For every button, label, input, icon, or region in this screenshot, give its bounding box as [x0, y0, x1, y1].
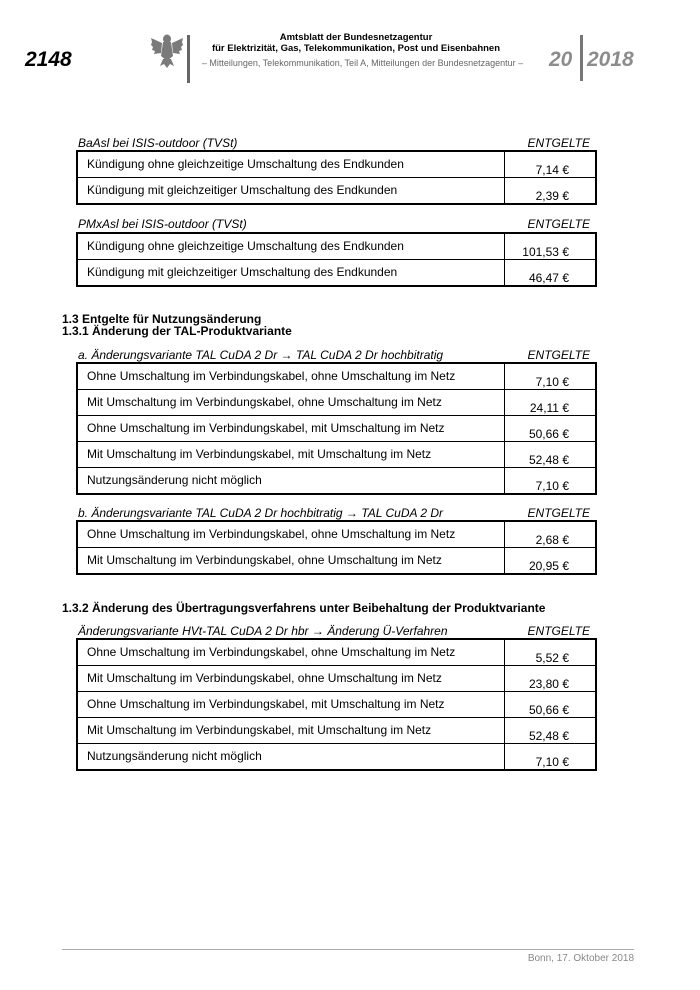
table-row: Ohne Umschaltung im Verbindungskabel, mit Umschaltung im Netz 50,66 € [78, 415, 595, 441]
fee-table [76, 520, 597, 575]
table-caption: BaAsl bei ISIS-outdoor (TVSt) [78, 136, 238, 150]
table-caption: PMxAsl bei ISIS-outdoor (TVSt) [78, 217, 247, 231]
table-caption: Änderungsvariante HVt-TAL CuDA 2 Dr hbr → Änderung Ü-Verfahren [78, 624, 448, 638]
table-row: Mit Umschaltung im Verbindungskabel, ohne Umschaltung im Netz 24,11 € [78, 389, 595, 415]
table-row: Ohne Umschaltung im Verbindungskabel, mit Umschaltung im Netz 50,66 € [78, 691, 595, 717]
table-row: Nutzungsänderung nicht möglich 7,10 € [78, 743, 595, 769]
table-row: Mit Umschaltung im Verbindungskabel, ohne Umschaltung im Netz 20,95 € [78, 547, 595, 573]
table-header [78, 624, 592, 638]
column-label: ENTGELTE [527, 136, 590, 150]
table-row: Nutzungsänderung nicht möglich 7,10 € [78, 467, 595, 493]
section-heading: 1.3.1 Änderung der TAL-Produktvariante [62, 324, 292, 338]
table-row: Kündigung ohne gleichzeitige Umschaltung des Endkunden 7,14 € [78, 152, 595, 177]
table-row: Mit Umschaltung im Verbindungskabel, ohne Umschaltung im Netz 23,80 € [78, 665, 595, 691]
column-label: ENTGELTE [527, 624, 590, 638]
table-row: Kündigung mit gleichzeitiger Umschaltung des Endkunden 2,39 € [78, 177, 595, 203]
fee-table [76, 362, 597, 495]
issue-year: 2018 [587, 48, 634, 71]
fee-table [76, 150, 597, 205]
column-label: ENTGELTE [527, 217, 590, 231]
section-heading: 1.3.2 Änderung des Übertragungsverfahrens unter Beibehaltung der Produktvariante [62, 601, 546, 615]
table-row: Kündigung ohne gleichzeitige Umschaltung des Endkunden 101,53 € [78, 234, 595, 259]
table-caption: a. Änderungsvariante TAL CuDA 2 Dr → TAL CuDA 2 Dr hochbitratig [78, 348, 444, 362]
page-number: 2148 [25, 48, 72, 71]
issue-number: 20 [549, 48, 573, 71]
journal-section: – Mitteilungen, Telekommunikation, Teil A, Mitteilungen der Bundesnetzagentur – [201, 58, 524, 68]
column-label: ENTGELTE [527, 506, 590, 520]
table-row: Mit Umschaltung im Verbindungskabel, mit Umschaltung im Netz 52,48 € [78, 441, 595, 467]
table-row: Ohne Umschaltung im Verbindungskabel, ohne Umschaltung im Netz 7,10 € [78, 364, 595, 389]
table-row: Kündigung mit gleichzeitiger Umschaltung des Endkunden 46,47 € [78, 259, 595, 285]
column-label: ENTGELTE [527, 348, 590, 362]
table-header [78, 348, 592, 362]
footer-date: Bonn, 17. Oktober 2018 [527, 953, 634, 964]
journal-title: Amtsblatt der Bundesnetzagentur [279, 32, 433, 43]
issue-divider [580, 35, 583, 81]
footer-divider [62, 949, 634, 950]
table-header [78, 136, 592, 150]
table-row: Mit Umschaltung im Verbindungskabel, mit Umschaltung im Netz 52,48 € [78, 717, 595, 743]
table-row: Ohne Umschaltung im Verbindungskabel, ohne Umschaltung im Netz 2,68 € [78, 522, 595, 547]
table-header [78, 506, 592, 520]
journal-subtitle: für Elektrizität, Gas, Telekommunikation, Post und Eisenbahnen [211, 43, 501, 54]
fee-table [76, 232, 597, 287]
table-row: Ohne Umschaltung im Verbindungskabel, ohne Umschaltung im Netz 5,52 € [78, 640, 595, 665]
table-header [78, 217, 592, 231]
federal-eagle-icon [150, 30, 184, 70]
table-caption: b. Änderungsvariante TAL CuDA 2 Dr hochbitratig → TAL CuDA 2 Dr [78, 506, 444, 520]
section-heading: 1.3 Entgelte für Nutzungsänderung [62, 312, 262, 326]
fee-table [76, 638, 597, 771]
